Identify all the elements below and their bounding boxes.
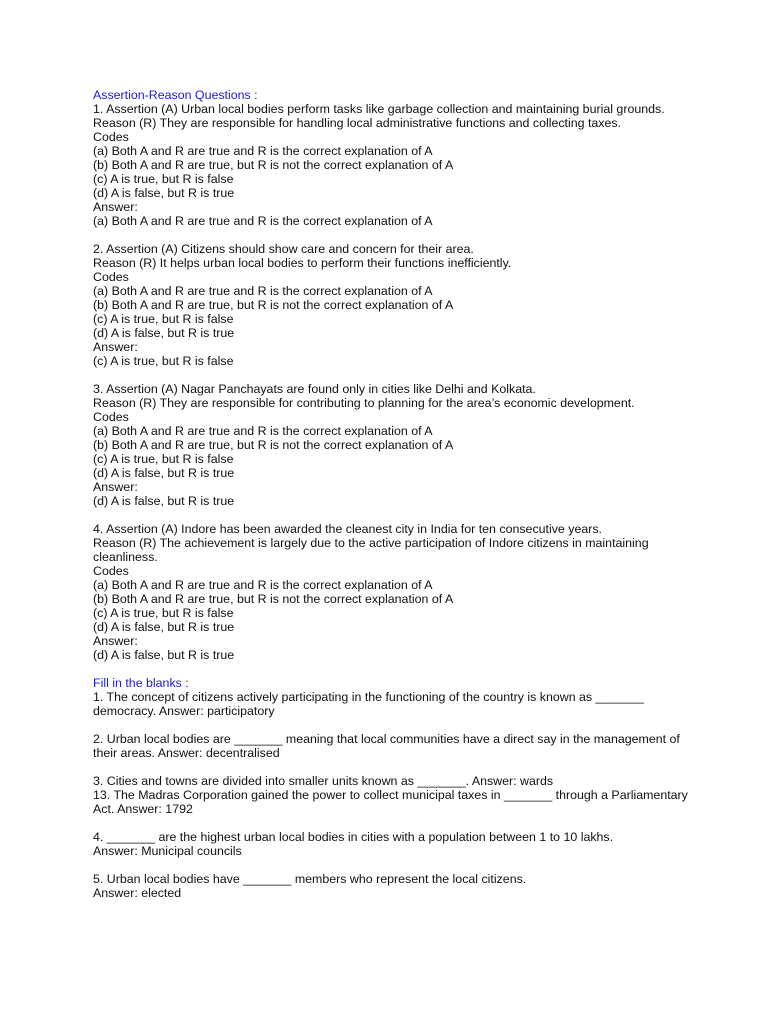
question-3-codes-label: Codes [93,410,129,424]
question-4 [93,522,693,662]
question-2-option-d: (d) A is false, but R is true [93,326,235,340]
question-4-answer-label: Answer: [93,634,138,648]
spacer [93,508,693,522]
question-3-option-b: (b) Both A and R are true, but R is not the correct explanation of A [93,438,454,452]
fill-blanks-heading: Fill in the blanks : [93,676,189,690]
question-3-option-c: (c) A is true, but R is false [93,452,234,466]
question-1-answer: (a) Both A and R are true and R is the correct explanation of A [93,214,433,228]
spacer [93,368,693,382]
question-2-assertion: 2. Assertion (A) Citizens should show care and concern for their area. [93,242,474,256]
question-1-reason: Reason (R) They are responsible for handling local administrative functions and collecting taxes. [93,116,622,130]
blank-item-4: 4. _______ are the highest urban local bodies in cities with a population between 1 to 10 lakhs. Answer: Municipal councils [93,830,614,858]
blank-item-2: 2. Urban local bodies are _______ meaning that local communities have a direct say in the management of their areas. Answer: decentralised [93,732,684,760]
blank-item-5: 5. Urban local bodies have _______ members who represent the local citizens. Answer: elected [93,872,527,900]
question-3-answer: (d) A is false, but R is true [93,494,235,508]
question-2-reason: Reason (R) It helps urban local bodies to perform their functions inefficiently. [93,256,512,270]
question-1-option-d: (d) A is false, but R is true [93,186,235,200]
question-4-assertion: 4. Assertion (A) Indore has been awarded the cleanest city in India for ten consecutive years. [93,522,602,536]
question-4-answer: (d) A is false, but R is true [93,648,235,662]
spacer [93,228,693,242]
question-4-option-c: (c) A is true, but R is false [93,606,234,620]
question-1-option-c: (c) A is true, but R is false [93,172,234,186]
document-body [93,88,693,900]
question-3-answer-label: Answer: [93,480,138,494]
question-2-option-a: (a) Both A and R are true and R is the correct explanation of A [93,284,433,298]
question-1 [93,102,693,228]
question-3-assertion: 3. Assertion (A) Nagar Panchayats are found only in cities like Delhi and Kolkata. [93,382,536,396]
assertion-reason-heading: Assertion-Reason Questions : [93,88,258,102]
spacer [93,718,693,732]
question-1-option-b: (b) Both A and R are true, but R is not the correct explanation of A [93,158,454,172]
spacer [93,662,693,676]
question-2-answer: (c) A is true, but R is false [93,354,234,368]
question-4-option-b: (b) Both A and R are true, but R is not the correct explanation of A [93,592,454,606]
question-4-codes-label: Codes [93,564,129,578]
question-1-assertion: 1. Assertion (A) Urban local bodies perform tasks like garbage collection and maintaining burial grounds. [93,102,665,116]
question-4-reason: Reason (R) The achievement is largely due to the active participation of Indore citizens in maintaining cleanliness. [93,536,653,564]
question-3 [93,382,693,508]
spacer [93,760,693,774]
question-2-option-c: (c) A is true, but R is false [93,312,234,326]
question-2 [93,242,693,368]
question-3-reason: Reason (R) They are responsible for contributing to planning for the area’s economic development. [93,396,635,410]
question-1-codes-label: Codes [93,130,129,144]
blank-item-3: 3. Cities and towns are divided into smaller units known as _______. Answer: wards 13. The Madras Corporation gained the power to collect municipal taxes in _______ through a Parliamentary Act. Answer: 1792 [93,774,688,816]
question-2-option-b: (b) Both A and R are true, but R is not the correct explanation of A [93,298,454,312]
question-3-option-a: (a) Both A and R are true and R is the correct explanation of A [93,424,433,438]
spacer [93,816,693,830]
question-3-option-d: (d) A is false, but R is true [93,466,235,480]
blank-item-1: 1. The concept of citizens actively participating in the functioning of the country is known as _______ democracy. Answer: participatory [93,690,648,718]
question-1-answer-label: Answer: [93,200,138,214]
question-1-option-a: (a) Both A and R are true and R is the correct explanation of A [93,144,433,158]
question-2-codes-label: Codes [93,270,129,284]
question-2-answer-label: Answer: [93,340,138,354]
question-4-option-a: (a) Both A and R are true and R is the correct explanation of A [93,578,433,592]
spacer [93,858,693,872]
question-4-option-d: (d) A is false, but R is true [93,620,235,634]
